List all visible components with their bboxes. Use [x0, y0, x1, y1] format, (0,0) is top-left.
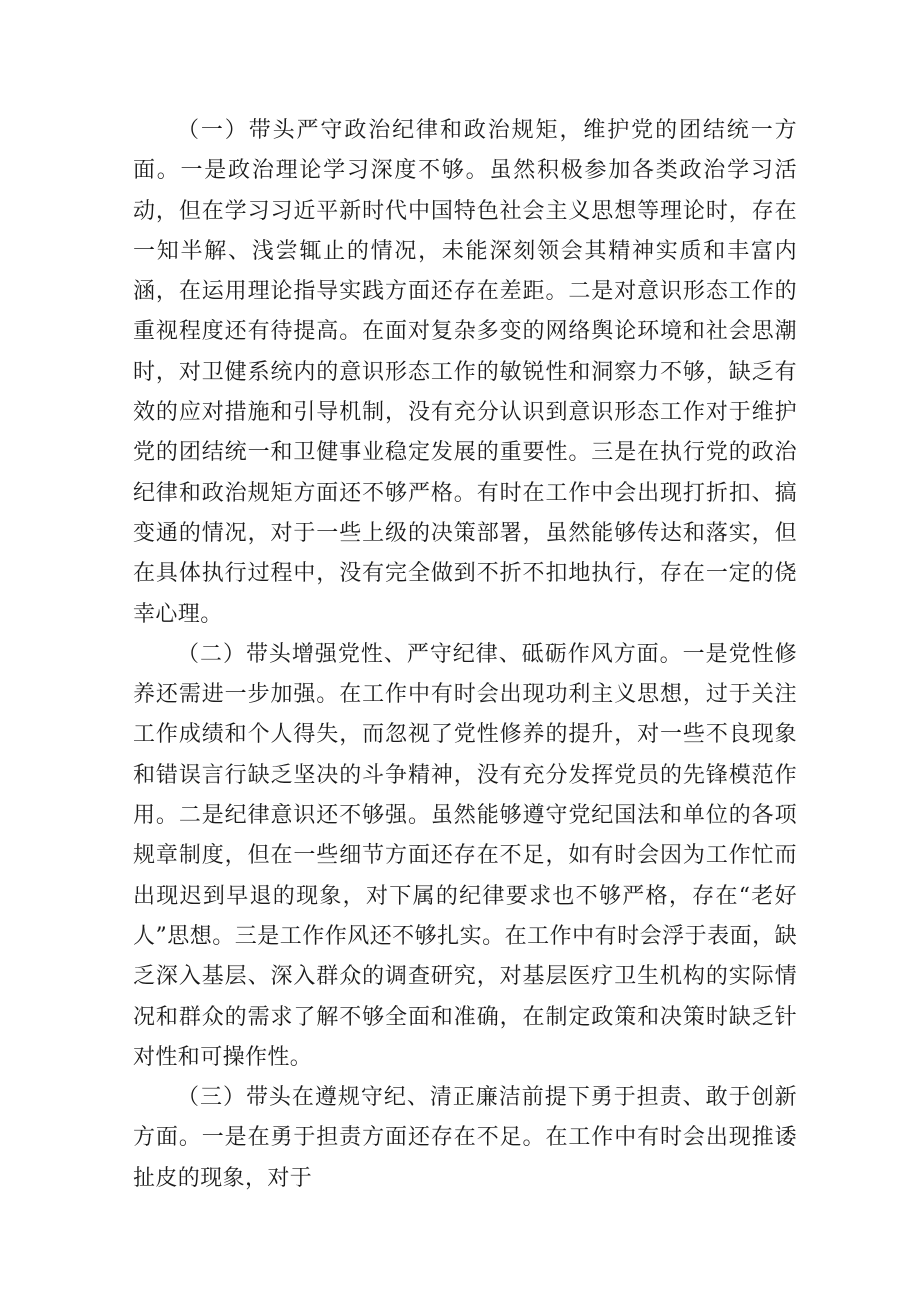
document-body: [133, 111, 797, 1199]
paragraph-2: （二）带头增强党性、严守纪律、砥砺作风方面。一是党性修养还需进一步加强。在工作中有时会出现功利主义思想，过于关注工作成绩和个人得失，而忽视了党性修养的提升，对一些不良现象和错误言行缺乏坚决的斗争精神，没有充分发挥党员的先锋模范作用。二是纪律意识还不够强。虽然能够遵守党纪国法和单位的各项规章制度，但在一些细节方面还存在不足，如有时会因为工作忙而出现迟到早退的现象，对下属的纪律要求也不够严格，存在“老好人”思想。三是工作作风还不够扎实。在工作中有时会浮于表面，缺乏深入基层、深入群众的调查研究，对基层医疗卫生机构的实际情况和群众的需求了解不够全面和准确，在制定政策和决策时缺乏针对性和可操作性。: [133, 641, 797, 1070]
paragraph-3: （三）带头在遵规守纪、清正廉洁前提下勇于担责、敢于创新方面。一是在勇于担责方面还存在不足。在工作中有时会出现推诿扯皮的现象，对于: [133, 1085, 797, 1191]
paragraph-1: （一）带头严守政治纪律和政治规矩，维护党的团结统一方面。一是政治理论学习深度不够。虽然积极参加各类政治学习活动，但在学习习近平新时代中国特色社会主义思想等理论时，存在一知半解、浅尝辄止的情况，未能深刻领会其精神实质和丰富内涵，在运用理论指导实践方面还存在差距。二是对意识形态工作的重视程度还有待提高。在面对复杂多变的网络舆论环境和社会思潮时，对卫健系统内的意识形态工作的敏锐性和洞察力不够，缺乏有效的应对措施和引导机制，没有充分认识到意识形态工作对于维护党的团结统一和卫健事业稳定发展的重要性。三是在执行党的政治纪律和政治规矩方面还不够严格。有时在工作中会出现打折扣、搞变通的情况，对于一些上级的决策部署，虽然能够传达和落实，但在具体执行过程中，没有完全做到不折不扣地执行，存在一定的侥幸心理。: [133, 118, 797, 627]
